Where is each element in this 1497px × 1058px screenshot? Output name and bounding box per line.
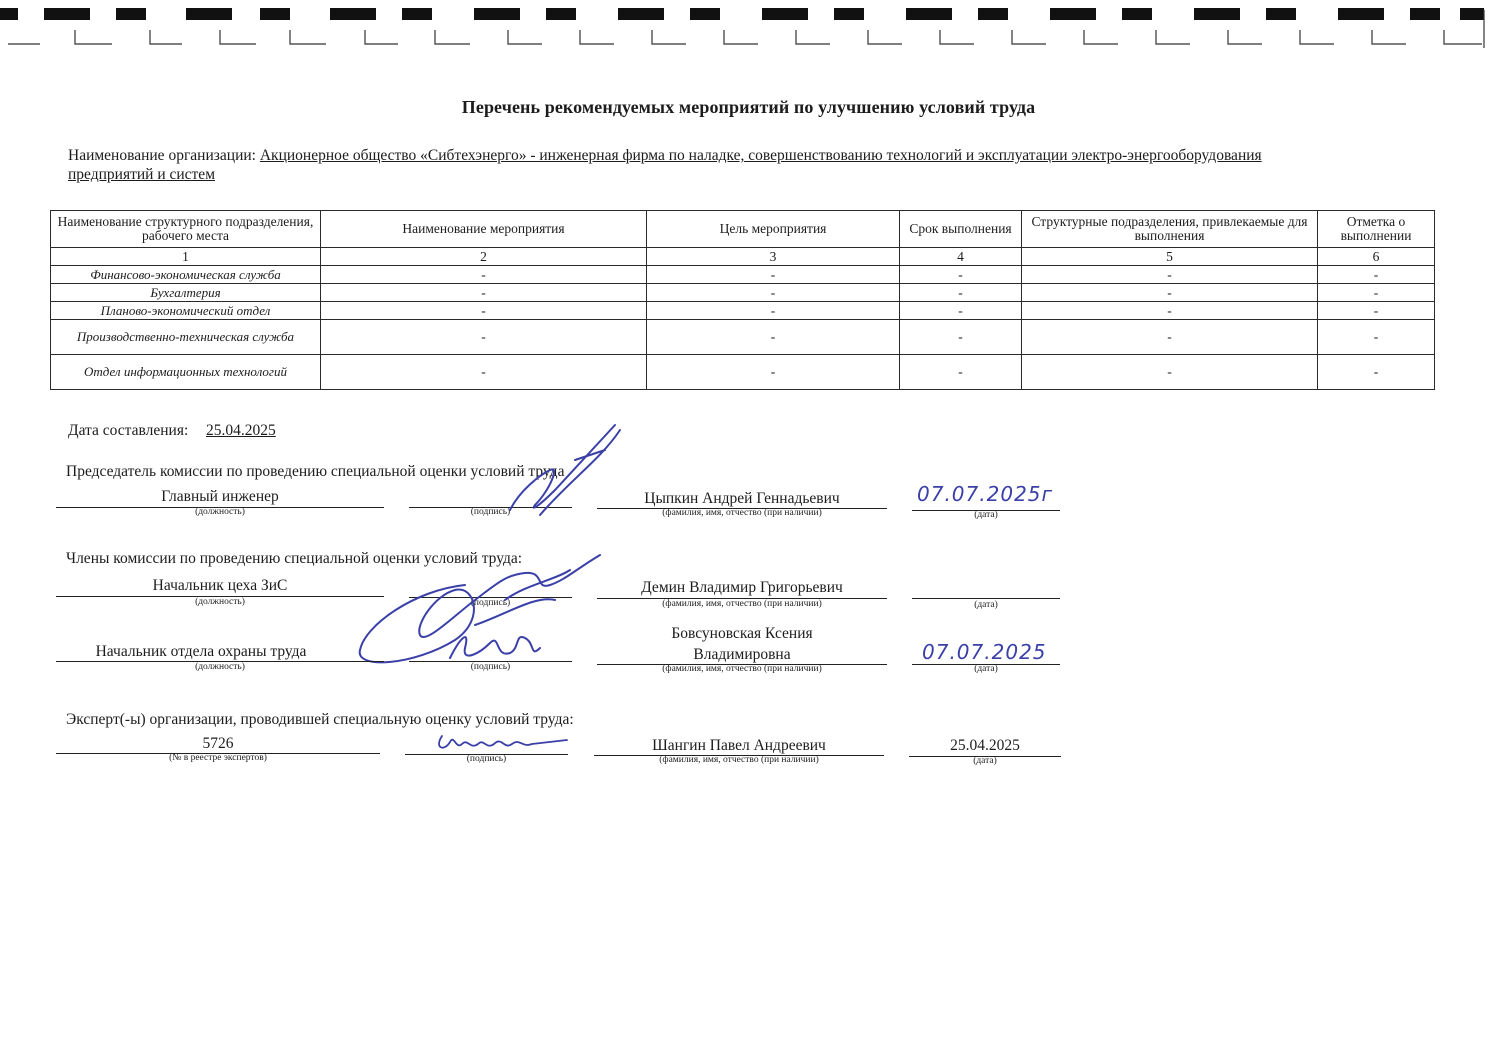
table-cell: -: [647, 284, 900, 302]
expert-signature: [432, 728, 572, 756]
column-numbers-row: [51, 248, 1435, 266]
chairman-position: Главный инженер: [161, 488, 279, 505]
unit-name: Производственно-техническая служба: [51, 320, 321, 355]
chairman-heading: Председатель комиссии по проведению специальной оценки условий труда: [66, 463, 565, 480]
table-cell: -: [900, 302, 1022, 320]
table-cell: -: [647, 266, 900, 284]
signature-caption: (подпись): [470, 507, 511, 517]
header-measure: Наименование мероприятия: [321, 211, 647, 248]
table-cell: -: [900, 320, 1022, 355]
expert-registry-number: 5726: [202, 735, 234, 752]
chairman-handwritten-date: 07.07.2025г: [917, 482, 1054, 506]
table-cell: -: [900, 266, 1022, 284]
member-1-date-line: [912, 598, 1060, 599]
member-1-position: Начальник цеха ЗиС: [152, 577, 288, 594]
header-goal: Цель мероприятия: [647, 211, 900, 248]
signature-caption: (подпись): [470, 598, 511, 608]
table-cell: -: [1318, 284, 1435, 302]
expert-heading: Эксперт(-ы) организации, проводившей специальную оценку условий труда:: [66, 711, 574, 728]
table-cell: -: [1022, 284, 1318, 302]
table-row: [51, 284, 1435, 302]
header-involved-units: Структурные подразделения, привлекаемые для выполнения: [1022, 211, 1318, 248]
binding-holes-strip: [0, 0, 1497, 52]
date-caption: (дата): [973, 756, 997, 766]
member-2-signature: [440, 618, 550, 666]
full-name-caption: (фамилия, имя, отчество (при наличии): [659, 755, 819, 765]
table-row: [51, 355, 1435, 390]
table-cell: -: [321, 320, 647, 355]
table-cell: -: [1318, 355, 1435, 390]
table-cell: -: [1022, 302, 1318, 320]
member-1-name: Демин Владимир Григорьевич: [641, 579, 843, 596]
column-number: 5: [1022, 248, 1318, 266]
chairman-signature: [480, 420, 630, 530]
position-caption: (должность): [195, 597, 245, 607]
measures-table: [50, 210, 1435, 390]
position-caption: (должность): [195, 507, 245, 517]
table-cell: -: [1022, 320, 1318, 355]
table-row: [51, 266, 1435, 284]
table-cell: -: [647, 302, 900, 320]
header-completion-mark: Отметка о выполнении: [1318, 211, 1435, 248]
member-2-name-line2: Владимировна: [693, 646, 791, 663]
column-number: 4: [900, 248, 1022, 266]
table-cell: -: [900, 284, 1022, 302]
expert-name: Шангин Павел Андреевич: [652, 737, 826, 754]
table-cell: -: [1318, 320, 1435, 355]
column-number: 3: [647, 248, 900, 266]
table-cell: -: [647, 355, 900, 390]
date-caption: (дата): [974, 664, 998, 674]
column-number: 1: [51, 248, 321, 266]
chairman-name: Цыпкин Андрей Геннадьевич: [644, 490, 840, 507]
header-deadline: Срок выполнения: [900, 211, 1022, 248]
table-cell: -: [321, 284, 647, 302]
signature-caption: (подпись): [470, 662, 511, 672]
table-cell: -: [321, 302, 647, 320]
members-heading: Члены комиссии по проведению специальной оценки условий труда:: [66, 550, 523, 567]
table-cell: -: [900, 355, 1022, 390]
date-caption: (дата): [974, 510, 998, 520]
unit-name: Финансово-экономическая служба: [51, 266, 321, 284]
signature-caption: (подпись): [466, 754, 507, 764]
unit-name: Планово-экономический отдел: [51, 302, 321, 320]
date-caption: (дата): [974, 600, 998, 610]
table-cell: -: [1022, 266, 1318, 284]
position-caption: (должность): [195, 662, 245, 672]
document-title: Перечень рекомендуемых мероприятий по улучшению условий труда: [461, 97, 1036, 117]
member-2-name-line1: Бовсуновская Ксения: [671, 625, 813, 642]
organization-name: Акционерное общество «Сибтехэнерго» - инженерная фирма по наладке, совершенствованию технологий и эксплуатации электро-энергооборудования предприятий и систем: [68, 147, 1262, 183]
unit-name: Отдел информационных технологий: [51, 355, 321, 390]
full-name-caption: (фамилия, имя, отчество (при наличии): [662, 664, 822, 674]
registry-caption: (№ в реестре экспертов): [169, 753, 267, 763]
column-number: 6: [1318, 248, 1435, 266]
table-cell: -: [1318, 266, 1435, 284]
table-cell: -: [321, 266, 647, 284]
table-row: [51, 302, 1435, 320]
organization-block: [68, 146, 1308, 184]
table-header-row: [51, 211, 1435, 248]
member-2-position: Начальник отдела охраны труда: [95, 643, 307, 660]
expert-date: 25.04.2025: [950, 737, 1020, 754]
table-cell: -: [321, 355, 647, 390]
table-row: [51, 320, 1435, 355]
full-name-caption: (фамилия, имя, отчество (при наличии): [662, 599, 822, 609]
column-number: 2: [321, 248, 647, 266]
table-cell: -: [647, 320, 900, 355]
date-compiled-value: 25.04.2025: [206, 422, 276, 439]
member-2-handwritten-date: 07.07.2025: [922, 640, 1047, 664]
organization-label: Наименование организации:: [68, 147, 256, 164]
unit-name: Бухгалтерия: [51, 284, 321, 302]
table-cell: -: [1022, 355, 1318, 390]
date-compiled-label: Дата составления:: [68, 422, 189, 439]
header-unit: Наименование структурного подразделения, рабочего места: [51, 211, 321, 248]
full-name-caption: (фамилия, имя, отчество (при наличии): [662, 508, 822, 518]
table-cell: -: [1318, 302, 1435, 320]
